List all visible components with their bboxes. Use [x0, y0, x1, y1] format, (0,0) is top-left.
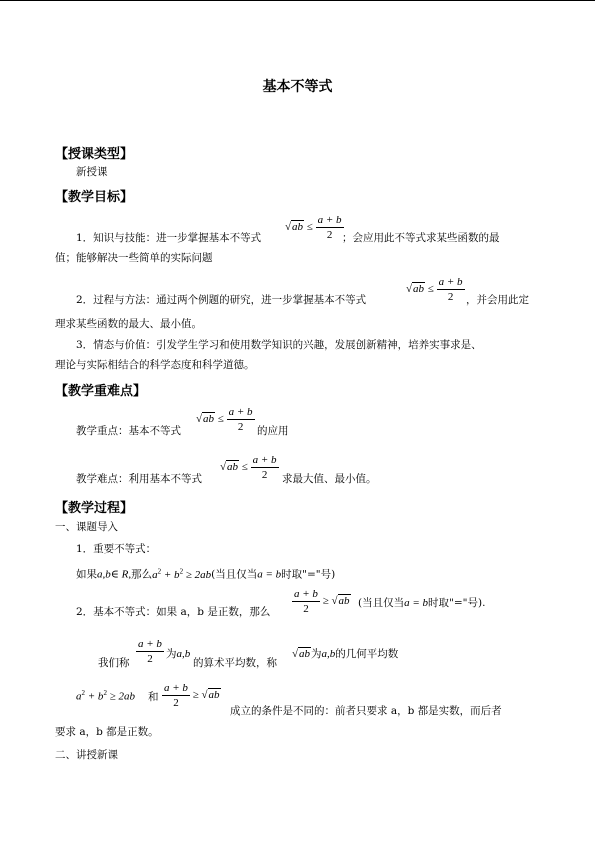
goal1-text-c: 值；能够解决一些简单的实际问题: [55, 252, 213, 264]
basic-ineq-condition: [358, 596, 485, 610]
formula-basic-ineq: √ab ≤ $\frac{a + b}{2}$: [220, 454, 277, 481]
heading-goals: 【教学目标】: [55, 190, 134, 205]
key-point-text-a: 教学重点：基本不等式: [76, 425, 181, 437]
process-item-1: 1．重要不等式：: [76, 543, 157, 555]
formula-geo-mean: √ab: [292, 648, 311, 660]
text-iff: (当且仅当: [211, 568, 258, 581]
text-and: 和: [148, 691, 159, 703]
heading-process: 【教学过程】: [55, 501, 134, 516]
goal2-text-b: ，并会用此定: [466, 294, 529, 306]
key-point-text-b: 的应用: [257, 425, 289, 437]
comparison-text-b: 要求 a，b 都是正数。: [55, 726, 159, 738]
heading-key-points: 【教学重难点】: [55, 384, 147, 399]
formula-a-eq-b: a = b: [404, 597, 429, 609]
means-text-c: 的算术平均数，称: [193, 657, 277, 669]
formula-basic-ineq-reversed: $\frac{a + b}{2}$ ≥ √ab: [294, 588, 350, 615]
process-new-lesson: 二、讲授新课: [55, 749, 118, 761]
page-title: 基本不等式: [262, 79, 333, 95]
difficulty-text-a: 教学难点：利用基本不等式: [76, 473, 202, 485]
goal1-text-a: 1．知识与技能：进一步掌握基本不等式: [76, 232, 262, 244]
top-rule: [0, 0, 595, 1]
lesson-type-value: 新授课: [76, 166, 108, 178]
text-if: 如果: [76, 568, 97, 581]
difficulty-text-b: 求最大值、最小值。: [282, 473, 377, 485]
formula-ab: a: [176, 648, 182, 660]
important-ineq-line: 如果a,b∈ R,那么$a^2 + b^2 \ge 2ab$(当且仅当a = b时取"="号): [76, 567, 336, 581]
means-text-a: 我们称: [98, 657, 130, 669]
text-iff: (当且仅当: [358, 597, 405, 609]
process-item-2: 2．基本不等式：如果 a，b 是正数，那么: [76, 606, 271, 618]
formula-important-ineq: $a^2 + b^2 \ge 2ab$: [152, 567, 212, 581]
formula-ab-real: a: [97, 568, 103, 581]
formula-basic-ineq-reversed: $\frac{a + b}{2}$ ≥ √ab: [164, 682, 220, 709]
means-text-b: 为a,b: [166, 648, 191, 660]
goal3-text-a: 3．情态与价值：引发学生学习和使用数学知识的兴趣，发展创新精神，培养实事求是、: [76, 339, 482, 351]
comparison-text-a: 成立的条件是不同的：前者只要求 a，b 都是实数，而后者: [230, 705, 502, 717]
formula-basic-ineq: √ab ≤ $\frac{a + b}{2}$: [196, 406, 253, 433]
formula-ab: a: [321, 648, 328, 660]
goal3-text-b: 理论与实际相结合的科学态度和科学道德。: [55, 359, 255, 371]
formula-basic-ineq: √ab ≤ $\frac{a + b}{2}$: [406, 276, 463, 303]
goal1-text-b: ；会应用此不等式求某些函数的最: [342, 232, 500, 244]
formula-basic-ineq: √ab ≤ $\frac{a + b}{2}$: [285, 214, 342, 241]
process-intro: 一、课题导入: [55, 521, 118, 533]
goal2-text-a: 2．过程与方法：通过两个例题的研究，进一步掌握基本不等式: [76, 294, 367, 306]
formula-a-eq-b: a = b: [257, 568, 282, 581]
goal2-text-c: 理求某些函数的最大、最小值。: [55, 318, 202, 330]
formula-arith-mean: $\frac{a + b}{2}$: [138, 638, 162, 665]
text-eq-sign: 时取"="号): [281, 568, 336, 581]
text-then: 那么: [131, 568, 153, 581]
means-text-d: √ab为a,b的几何平均数: [292, 648, 399, 660]
heading-lesson-type: 【授课类型】: [55, 147, 134, 162]
text-eq-sign: 时取"="号).: [428, 597, 486, 609]
formula-important-ineq: $a^2 + b^2 \ge 2ab$: [76, 689, 135, 703]
